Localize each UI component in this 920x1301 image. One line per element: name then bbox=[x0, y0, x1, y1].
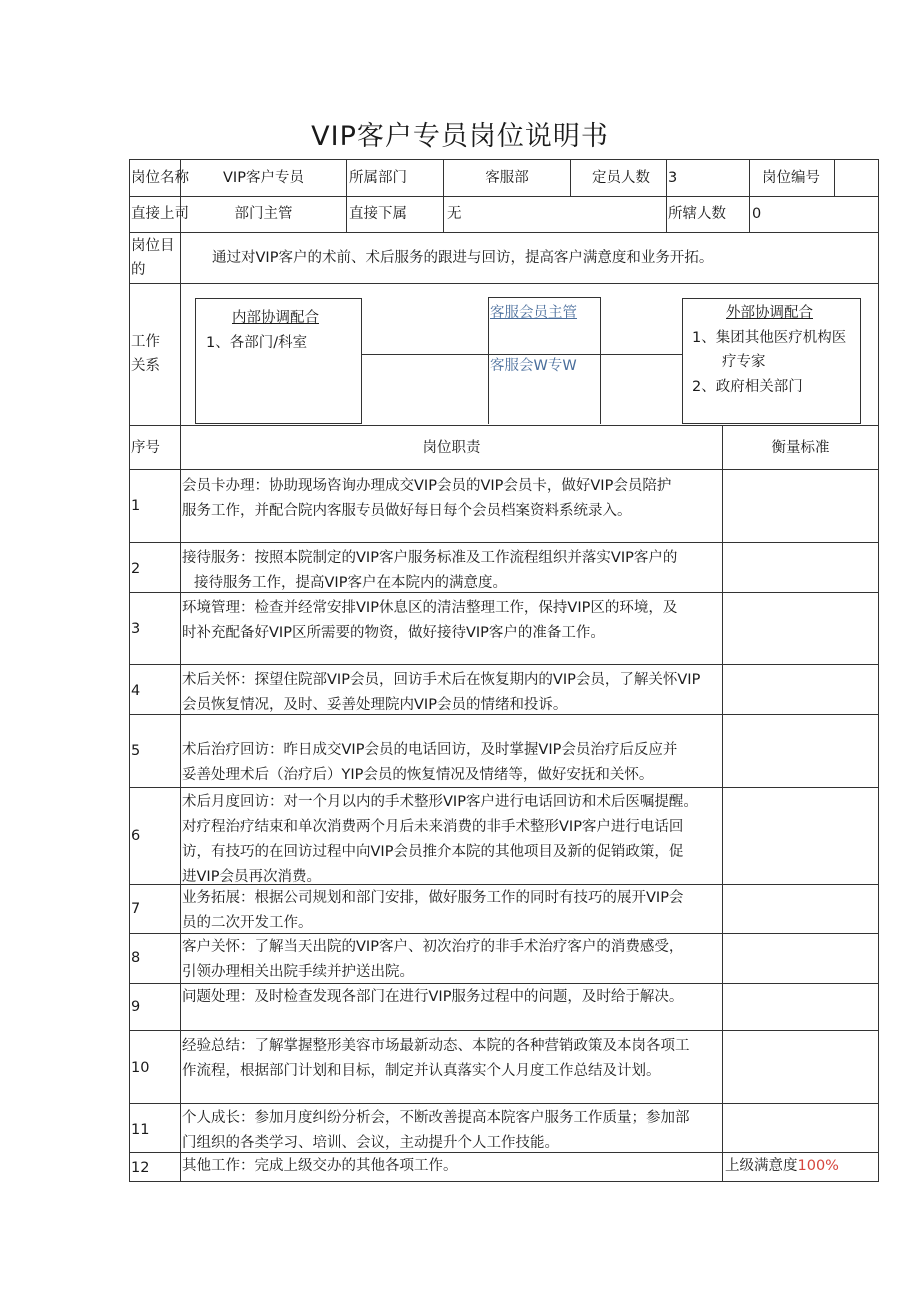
internal-coordination-title: 内部协调配合 bbox=[232, 310, 319, 326]
purpose-label-line2: 的 bbox=[131, 262, 146, 278]
standard-label: 上级满意度100% bbox=[725, 1158, 839, 1174]
duty-text: 个人成长：参加月度纠纷分析会，不断改善提高本院客户服务工作质量；参加部 门组织的各类学习、培训、会议，主动提升个人工作技能。 bbox=[182, 1110, 690, 1151]
duty-text: 业务拓展：根据公司规划和部门安排，做好服务工作的同时有技巧的展开VIP会 员的二次开发工作。 bbox=[182, 890, 684, 931]
duty-text: 问题处理：及时检查发现各部门在进行VIP服务过程中的问题，及时给于解决。 bbox=[182, 989, 684, 1005]
position-name-value: VIP客户专员 bbox=[223, 170, 304, 186]
work-relations-label-line1: 工作 bbox=[131, 334, 160, 350]
duty-text: 术后治疗回访：昨日成交VIP会员的电话回访，及时掌握VIP会员治疗后反应并 妥善处理术后（治疗后）YIP会员的恢复情况及情绪等，做好安抚和关怀。 bbox=[182, 742, 678, 783]
external-coordination-item-1-line2: 疗专家 bbox=[722, 354, 766, 370]
duty-no: 7 bbox=[131, 901, 141, 917]
duty-text: 客户关怀：了解当天出院的VIP客户、初次治疗的非手术治疗客户的消费感受， 引领办理相关出院手续并护送出院。 bbox=[182, 939, 684, 980]
duty-text: 术后月度回访：对一个月以内的手术整形VIP客户进行电话回访和术后医嘱提醒。 对疗程治疗结束和单次消费两个月后未来消费的非手术整形VIP客户进行电话回 访，有技巧的在回访过程中向VIP会员推介本院的其他项目及新的促销政策，促 进VIP会员再次消费。 bbox=[182, 794, 698, 885]
subordinate-label: 直接下属 bbox=[349, 206, 407, 222]
duty-text: 接待服务：按照本院制定的VIP客户服务标准及工作流程组织并落实VIP客户的 接待服务工作，提高VIP客户在本院内的满意度。 bbox=[182, 550, 678, 591]
department-label: 所属部门 bbox=[349, 170, 407, 186]
duty-text: 术后关怀：探望住院部VIP会员，回访手术后在恢复期内的VIP会员，了解关怀VIP 会员恢复情况，及时、妥善处理院内VIP会员的情绪和投诉。 bbox=[182, 672, 701, 713]
standard-value: 100% bbox=[797, 1158, 839, 1174]
position-name-label: 岗位名称 bbox=[131, 170, 189, 186]
document-title: VIP客户专员岗位说明书 bbox=[311, 121, 609, 152]
duty-text: 环境管理：检查并经常安排VIP休息区的清洁整理工作，保持VIP区的环境，及 时补充配备好VIP区所需要的物资，做好接待VIP客户的准备工作。 bbox=[182, 600, 678, 641]
duty-no: 4 bbox=[131, 683, 141, 699]
duty-text: 会员卡办理：协助现场咨询办理成交VIP会员的VIP会员卡，做好VIP会员陪护 服务工作，并配合院内客服专员做好每日每个会员档案资料系统录入。 bbox=[182, 478, 672, 519]
duty-no: 3 bbox=[131, 621, 141, 637]
duty-text: 经验总结：了解掌握整形美容市场最新动态、本院的各种营销政策及本岗各项工 作流程，根据部门计划和目标，制定并认真落实个人月度工作总结及计划。 bbox=[182, 1038, 690, 1079]
duty-no: 11 bbox=[131, 1122, 150, 1138]
headcount-value: 3 bbox=[668, 170, 678, 186]
subordinate-value: 无 bbox=[447, 206, 462, 222]
duties-header-no: 序号 bbox=[131, 440, 160, 456]
external-coordination-item-1-line1: 1、集团其他医疗机构医 bbox=[692, 330, 847, 346]
duty-no: 12 bbox=[131, 1160, 150, 1176]
duty-no: 1 bbox=[131, 498, 141, 514]
internal-coordination-item-1: 1、各部门/科室 bbox=[206, 335, 308, 351]
department-value: 客服部 bbox=[485, 170, 529, 186]
purpose-label-line1: 岗位目 bbox=[131, 238, 175, 254]
duties-header-duty: 岗位职责 bbox=[422, 440, 481, 456]
duty-text: 其他工作：完成上级交办的其他各项工作。 bbox=[182, 1158, 458, 1174]
superior-label: 直接上司 bbox=[131, 206, 189, 222]
supervisor-label: 客服会员主管 bbox=[490, 305, 577, 321]
superior-value: 部门主管 bbox=[234, 206, 293, 222]
work-relations-label-line2: 关系 bbox=[131, 358, 160, 374]
external-coordination-title: 外部协调配合 bbox=[726, 305, 813, 321]
managed-count-value: 0 bbox=[752, 206, 762, 222]
specialist-label: 客服会W专W bbox=[490, 358, 577, 374]
managed-count-label: 所辖人数 bbox=[668, 206, 726, 222]
headcount-label: 定员人数 bbox=[592, 170, 650, 186]
purpose-text: 通过对VIP客户的术前、术后服务的跟进与回访，提高客户满意度和业务开拓。 bbox=[212, 250, 714, 266]
duty-no: 6 bbox=[131, 828, 141, 844]
duty-no: 8 bbox=[131, 950, 141, 966]
duty-no: 10 bbox=[131, 1060, 150, 1076]
duty-no: 9 bbox=[131, 999, 141, 1015]
duty-no: 2 bbox=[131, 561, 141, 577]
duty-no: 5 bbox=[131, 743, 141, 759]
position-code-label: 岗位编号 bbox=[762, 170, 820, 186]
external-coordination-item-2: 2、政府相关部门 bbox=[692, 379, 803, 395]
duties-header-standard: 衡量标准 bbox=[771, 440, 830, 456]
